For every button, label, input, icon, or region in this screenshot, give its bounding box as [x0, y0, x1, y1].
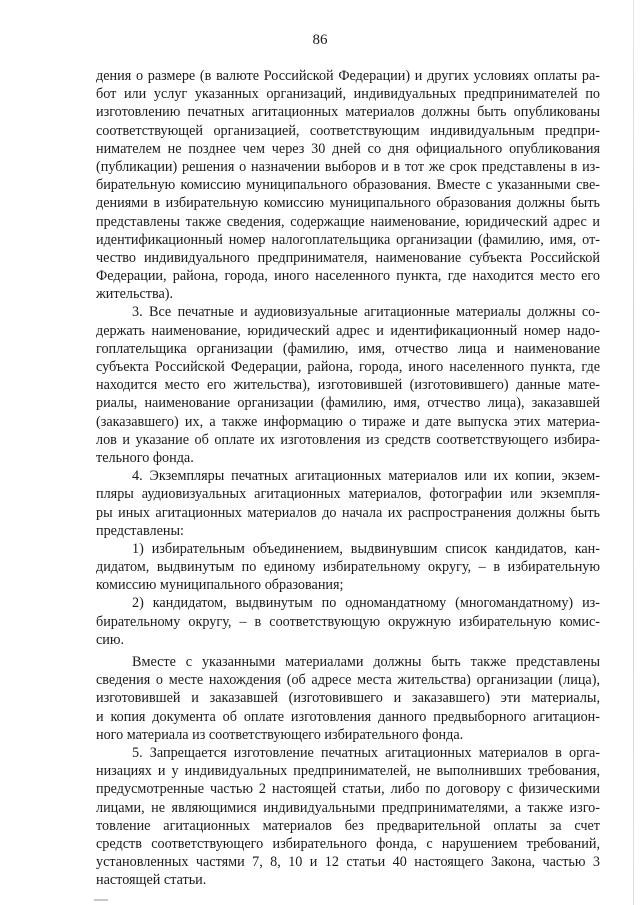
text-line: установленных частями 7, 8, 10 и 12 статьи 40 настоящего Закона, частью 3: [96, 854, 600, 871]
text-line: бирательную комиссию муниципального образования. Вместе с указанными све-: [96, 177, 600, 194]
text-line: сию.: [96, 631, 125, 648]
text-line: лицами, не являющимися индивидуальными предпринимателями, а также изго-: [96, 799, 600, 816]
text-line: дения о размере (в валюте Российской Федерации) и других условиях оплаты ра-: [96, 68, 600, 84]
text-line: (заказавшего) их, а также информацию о тираже и дате выпуска этих материа-: [96, 413, 600, 430]
text-line: 5. Запрещается изготовление печатных агитационных материалов в орга-: [132, 744, 600, 761]
text-line: тельного фонда.: [96, 449, 194, 466]
text-line: риалы, наименование организации (фамилию, имя, отчество лица), заказавшей: [96, 395, 600, 412]
text-line: предусмотренные частью 2 настоящей статьи, либо по договору с физическими: [96, 781, 600, 798]
text-line: 4. Экземпляры печатных агитационных материалов или их копии, экзем-: [132, 468, 600, 485]
text-line: и копия документа об оплате изготовления данного предвыборного агитацион-: [96, 708, 600, 725]
text-line: пляры аудиовизуальных агитационных материалов, фотографии или экземпля-: [96, 486, 600, 503]
text-line: представлены также сведения, содержащие наименование, юридический адрес и: [96, 213, 600, 230]
page-number: 86: [312, 32, 328, 48]
text-line: товление агитационных материалов без предварительной оплаты за счет: [96, 817, 600, 834]
text-line: бирательному округу, – в соответствующую окружную избирательную комис-: [96, 613, 600, 630]
text-line: находится место его жительства), изготовившей (изготовившего) данные мате-: [96, 377, 600, 394]
text-line: жительства).: [96, 286, 174, 303]
text-line: чество индивидуального предпринимателя, наименование субъекта Российской: [96, 249, 600, 266]
text-line: бот или услуг указанных организаций, индивидуальных предпринимателей по: [96, 86, 600, 103]
text-line: соответствующей организацией, соответствующим индивидуальным предпри-: [96, 122, 600, 139]
document-body: [96, 67, 600, 889]
text-line: ного материала из соответствующего избирательного фонда.: [96, 726, 464, 743]
text-line: гоплательщика организации (фамилию, имя, отчество лица и наименование: [96, 340, 600, 357]
text-line: сведения о месте нахождения (об адресе места жительства) организации (лица),: [96, 672, 600, 689]
text-line: 1) избирательным объединением, выдвинувшим список кандидатов, кан-: [132, 540, 600, 557]
text-line: идентификационный номер налогоплательщика организации (фамилию, имя, от-: [96, 231, 600, 248]
text-line: нимателем не позднее чем через 30 дней со дня официального опубликования: [96, 140, 600, 157]
text-line: (публикации) решения о назначении выборов и в тот же срок представлены в из-: [96, 158, 600, 175]
text-line: изготовившей и заказавшей (изготовившего и заказавшего) эти материалы,: [96, 690, 600, 707]
text-line: настоящей статьи.: [96, 872, 207, 889]
text-line: ры иных агитационных материалов до начала их распространения должны быть: [96, 504, 600, 521]
scan-edge-line: [633, 0, 634, 905]
text-line: держать наименование, юридический адрес и идентификационный номер надо-: [96, 322, 600, 339]
scan-artifact-mark: [94, 899, 108, 901]
text-line: представлены:: [96, 522, 184, 539]
text-line: 2) кандидатом, выдвинутым по одномандатному (многомандатному) из-: [132, 595, 600, 612]
text-line: субъекта Российской Федерации, района, города, иного населенного пункта, где: [96, 359, 600, 375]
text-line: комиссию муниципального образования;: [96, 577, 344, 594]
text-line: низациях и у индивидуальных предпринимателей, не выполнивших требования,: [96, 763, 600, 780]
text-line: дидатом, выдвинутым по единому избирательному округу, – в избирательную: [96, 559, 600, 576]
text-line: лов и указание об оплате их изготовления из средств соответствующего избира-: [96, 431, 600, 448]
text-line: средств соответствующего избирательного фонда, с нарушением требований,: [96, 835, 600, 852]
text-line: дениями в избирательную комиссию муниципального образования должны быть: [96, 195, 600, 212]
text-line: изготовлению печатных агитационных материалов должны быть опубликованы: [96, 104, 600, 121]
text-line: Федерации, района, города, иного населенного пункта, где находится место его: [96, 268, 600, 285]
text-line: Вместе с указанными материалами должны быть также представлены: [132, 654, 600, 670]
text-line: 3. Все печатные и аудиовизуальные агитационные материалы должны со-: [132, 304, 600, 321]
